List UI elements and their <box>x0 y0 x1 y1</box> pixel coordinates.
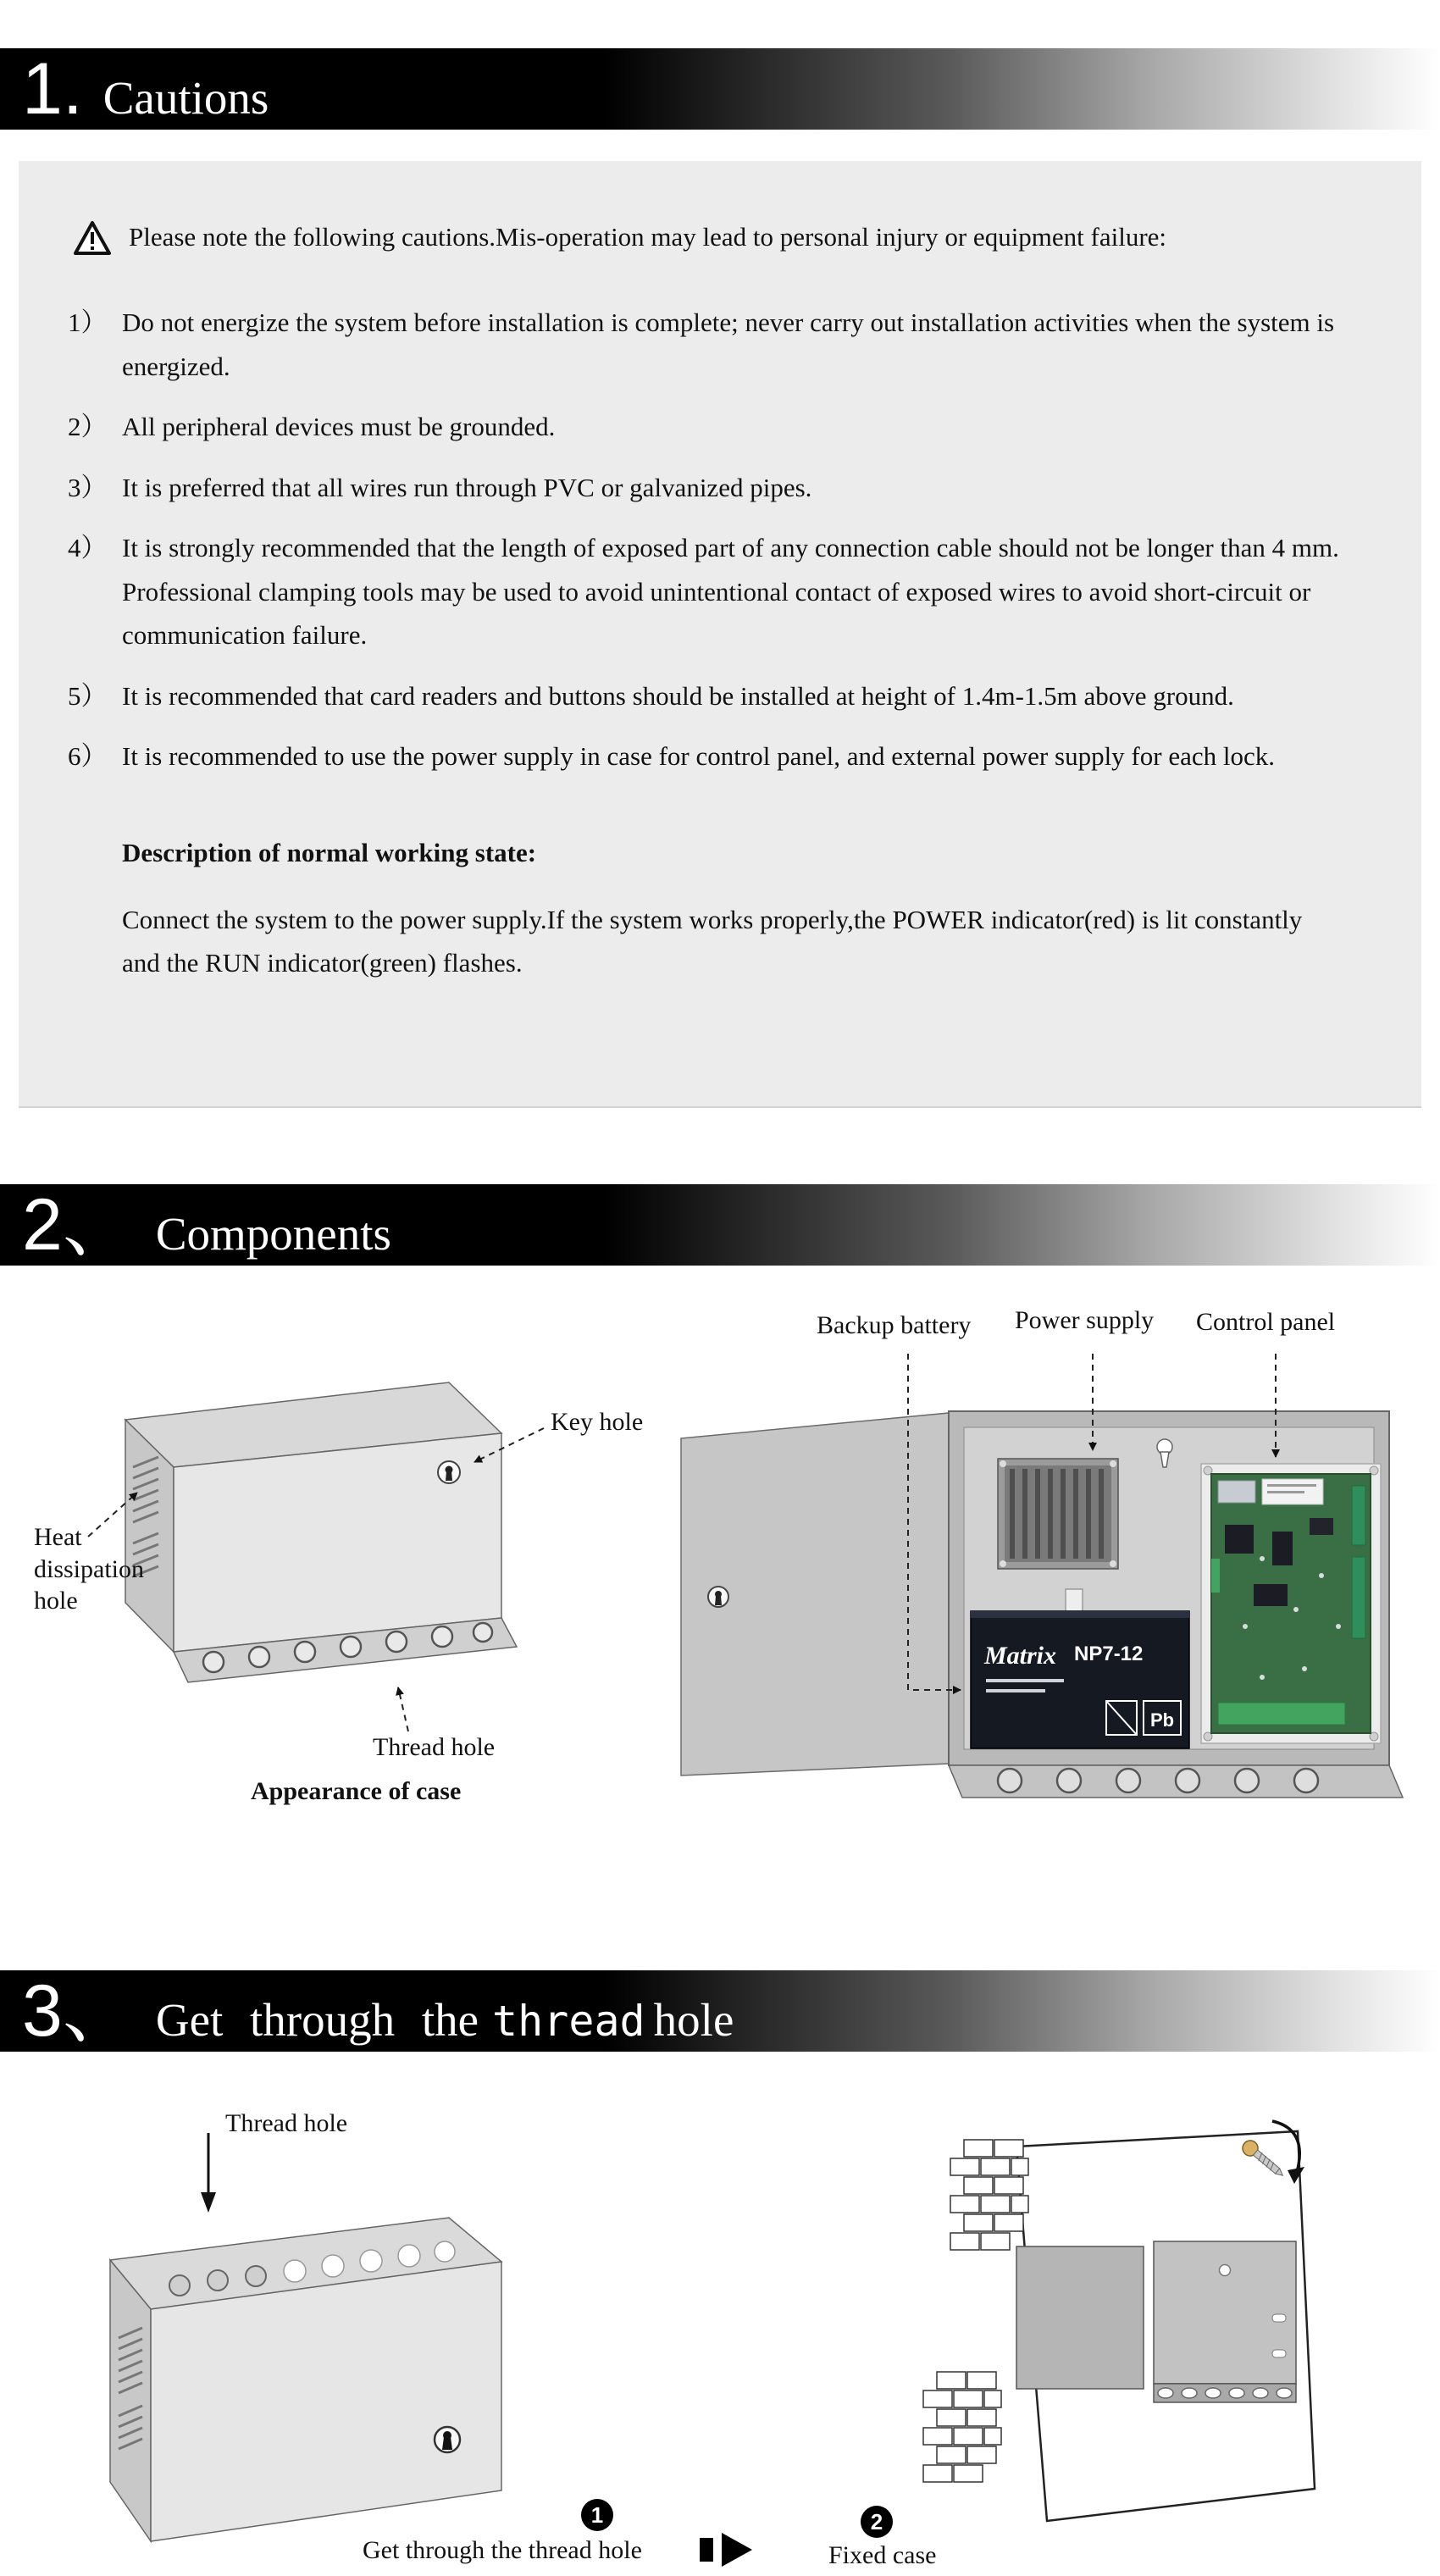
section-components-header <box>0 1184 1440 1266</box>
thread-hole-arrowhead <box>201 2192 216 2213</box>
caution-item <box>68 405 1365 448</box>
backup-battery <box>971 1589 1189 1748</box>
thread-hole-label-2: Thread hole <box>225 2109 348 2137</box>
brick-wall-top <box>950 2140 1028 2250</box>
section-1-number: 1. <box>22 48 83 130</box>
case-front-face <box>151 2262 501 2541</box>
caution-item <box>68 674 1365 717</box>
step-2-label: Fixed case <box>828 2541 937 2569</box>
battery-model-text: NP7-12 <box>1074 1643 1144 1665</box>
working-state-text: Connect the system to the power supply.If the system works properly,the POWER indicator(red) is lit constantly and the RUN indicator(green) flashes. <box>122 904 1303 978</box>
wall-mount-figure <box>889 2092 1432 2550</box>
caution-text: It is preferred that all wires run through PVC or galvanized pipes. <box>122 472 812 502</box>
section-3-title: Get through the thread hole <box>155 1994 734 2046</box>
working-state-heading: Description of normal working state: <box>122 837 537 867</box>
step-1-badge: 1 <box>581 2499 613 2531</box>
case-bottom-flange <box>1154 2384 1296 2402</box>
appearance-of-case-caption: Appearance of case <box>251 1777 462 1805</box>
side-slot <box>1272 2314 1286 2322</box>
caution-number: 2） <box>68 412 108 442</box>
cautions-panel <box>19 161 1421 1108</box>
thread-hole-case-figure <box>51 2084 593 2567</box>
backup-battery-label: Backup battery <box>817 1311 972 1339</box>
warning-icon <box>73 220 112 256</box>
caution-number: 1） <box>68 307 108 338</box>
battery-pb-text: Pb <box>1150 1709 1175 1731</box>
caution-text: It is recommended that card readers and buttons should be installed at height of 1.4m-1.5m above ground. <box>122 680 1234 711</box>
case-open-figure <box>669 1305 1440 1847</box>
power-supply-label: Power supply <box>1015 1306 1155 1334</box>
section-2-title: Components <box>155 1208 391 1260</box>
caution-item <box>68 734 1365 778</box>
section-thread-hole-header <box>0 1970 1440 2052</box>
door-key-hole-icon <box>708 1587 728 1607</box>
control-panel-label: Control panel <box>1196 1308 1336 1336</box>
caution-number: 6） <box>68 741 108 772</box>
case-left-face <box>110 2260 151 2541</box>
thread-hole-label: Thread hole <box>373 1733 496 1761</box>
mounted-case-body <box>1154 2241 1296 2384</box>
key-hole-icon <box>435 2427 460 2452</box>
caution-number: 3） <box>68 472 108 502</box>
caution-text: Do not energize the system before installation is complete; never carry out installation activities when the system is energized. <box>122 307 1335 381</box>
step-2-badge: 2 <box>861 2506 893 2538</box>
section-2-number: 2、 <box>22 1184 136 1266</box>
brick-wall-bottom <box>923 2372 1001 2482</box>
key-hole-icon <box>438 1461 460 1483</box>
caution-text: It is recommended to use the power supply in case for control panel, and external power supply for each lock. <box>122 741 1275 772</box>
warning-text: Please note the following cautions.Mis-operation may lead to personal injury or equipment failure: <box>129 222 1167 252</box>
section-3-number: 3、 <box>22 1970 136 2052</box>
section-3-title-mono: thread <box>492 1997 645 2046</box>
heat-dissipation-hole-label: Heat dissipation hole <box>34 1523 145 1615</box>
control-panel-board <box>1201 1464 1381 1743</box>
step-arrow-icon <box>696 2531 756 2568</box>
power-supply-unit <box>998 1459 1118 1569</box>
caution-number: 5） <box>68 680 108 711</box>
mounted-case-door <box>1016 2246 1144 2389</box>
caution-number: 4） <box>68 533 108 563</box>
side-slot <box>1272 2350 1286 2357</box>
key-hole-label: Key hole <box>551 1408 644 1436</box>
section-1-title: Cautions <box>102 72 269 124</box>
caution-text: All peripheral devices must be grounded. <box>122 412 556 442</box>
caution-item <box>68 526 1365 656</box>
caution-item <box>68 301 1365 388</box>
battery-brand-text: Matrix <box>984 1642 1057 1670</box>
hanging-hole <box>1220 2265 1231 2276</box>
warning-row <box>73 215 1365 258</box>
caution-item <box>68 466 1365 509</box>
section-cautions-header <box>0 48 1440 130</box>
step-1-label: Get through the thread hole <box>363 2536 642 2564</box>
caution-text: It is strongly recommended that the length of exposed part of any connection cable should not be longer than 4 mm. Professional clamping tools may be used to avoid unintentional contact of exposed wires to avoid short-circuit or communication failure. <box>122 533 1339 651</box>
